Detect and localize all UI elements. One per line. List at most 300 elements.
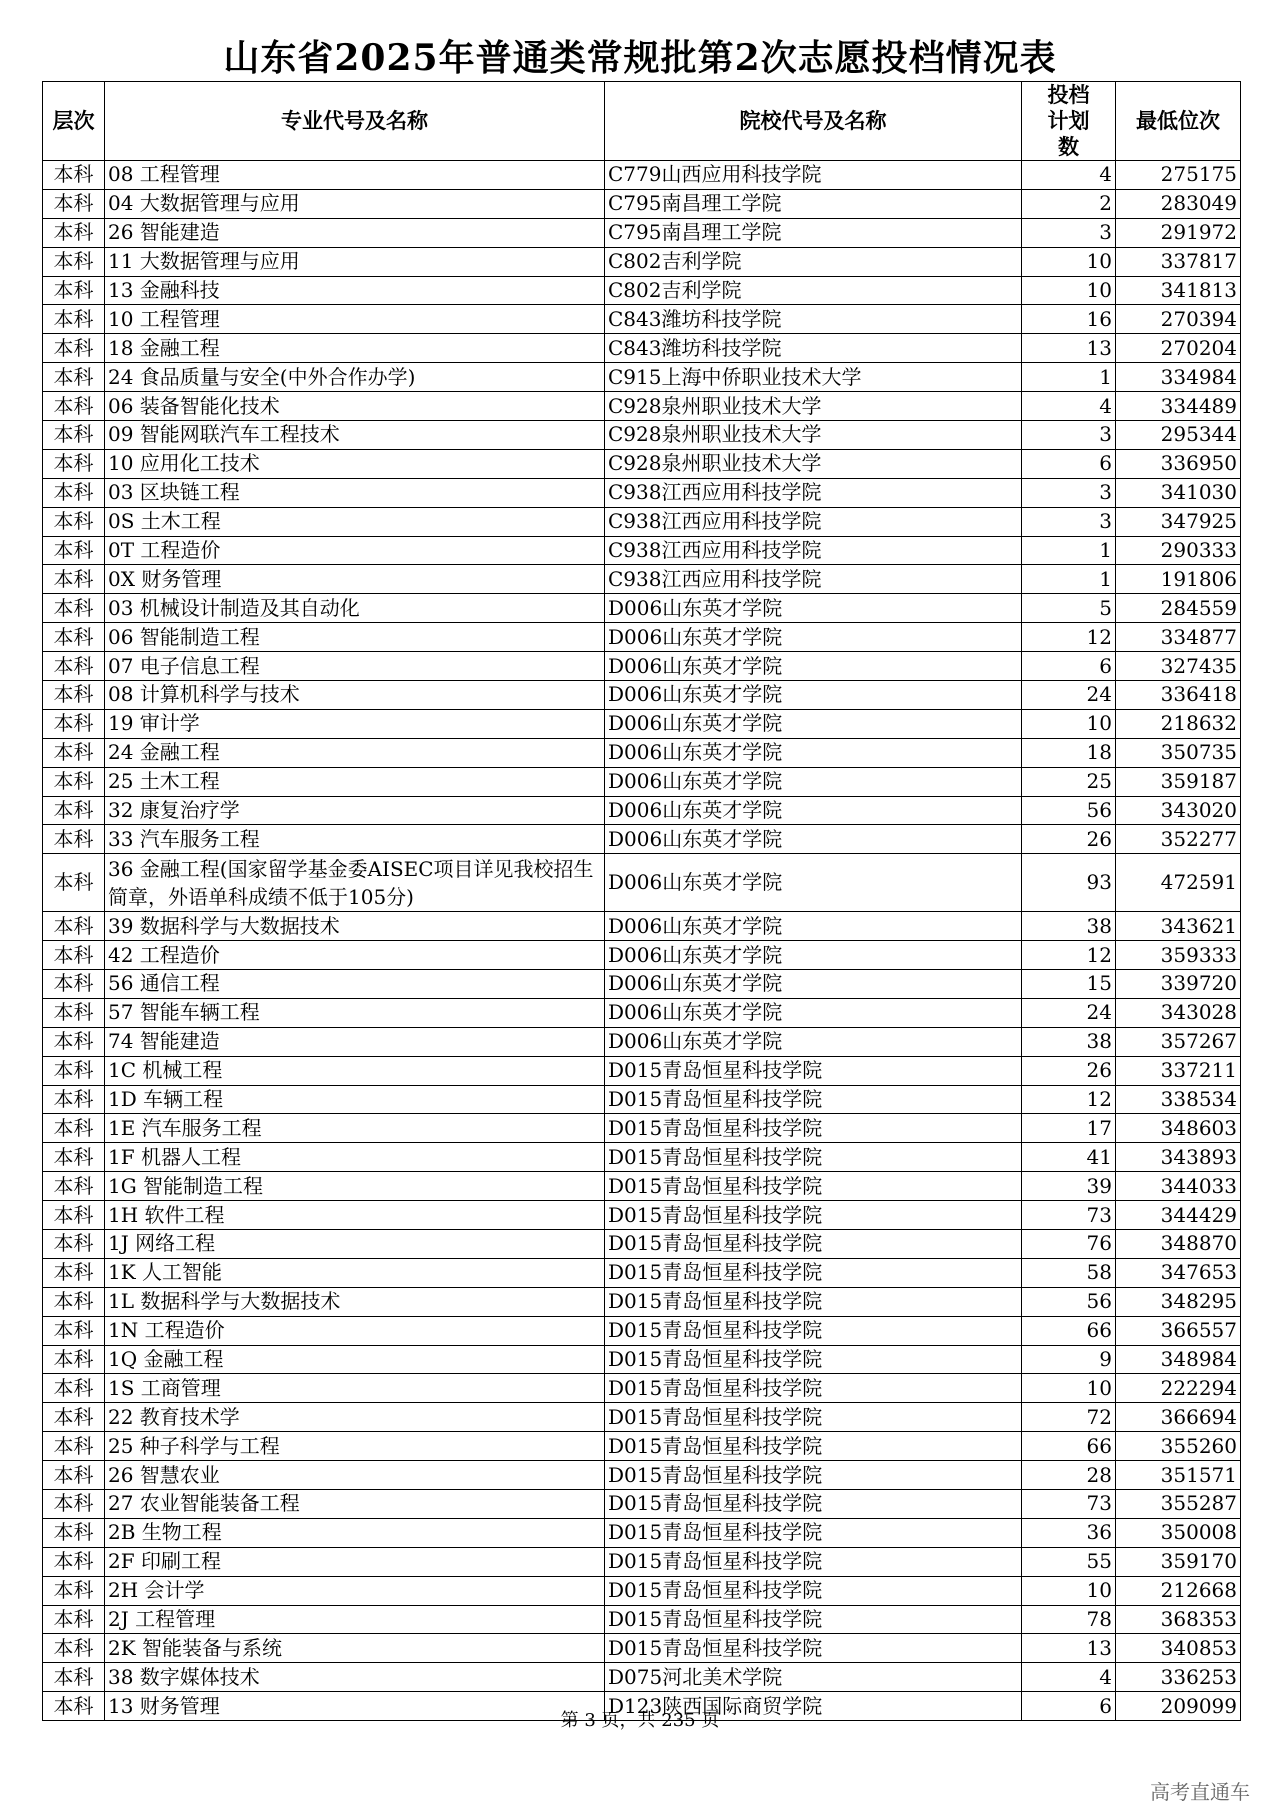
cell-rank: 191806 (1116, 565, 1241, 594)
cell-level: 本科 (43, 363, 105, 392)
cell-rank: 336418 (1116, 681, 1241, 710)
cell-major: 18 金融工程 (105, 334, 605, 363)
cell-rank: 275175 (1116, 161, 1241, 190)
cell-level: 本科 (43, 709, 105, 738)
cell-level: 本科 (43, 334, 105, 363)
cell-level: 本科 (43, 189, 105, 218)
cell-plan: 72 (1022, 1403, 1116, 1432)
cell-major: 13 财务管理 (105, 1692, 605, 1721)
cell-major: 24 金融工程 (105, 738, 605, 767)
cell-rank: 209099 (1116, 1692, 1241, 1721)
cell-rank: 357267 (1116, 1027, 1241, 1056)
cell-major: 74 智能建造 (105, 1027, 605, 1056)
cell-rank: 212668 (1116, 1576, 1241, 1605)
cell-rank: 359187 (1116, 767, 1241, 796)
cell-major: 1N 工程造价 (105, 1316, 605, 1345)
cell-level: 本科 (43, 276, 105, 305)
cell-major: 1S 工商管理 (105, 1374, 605, 1403)
cell-school: D015青岛恒星科技学院 (605, 1605, 1022, 1634)
table-row (43, 652, 1241, 681)
cell-major: 39 数据科学与大数据技术 (105, 912, 605, 941)
col-header-rank: 最低位次 (1116, 82, 1241, 161)
cell-major: 36 金融工程(国家留学基金委AISEC项目详见我校招生简章，外语单科成绩不低于105分) (105, 854, 605, 912)
cell-plan: 2 (1022, 189, 1116, 218)
cell-school: C938江西应用科技学院 (605, 536, 1022, 565)
cell-school: D006山东英才学院 (605, 738, 1022, 767)
cell-school: C843潍坊科技学院 (605, 305, 1022, 334)
cell-level: 本科 (43, 1634, 105, 1663)
cell-school: C915上海中侨职业技术大学 (605, 363, 1022, 392)
cell-plan: 3 (1022, 478, 1116, 507)
cell-plan: 28 (1022, 1461, 1116, 1490)
cell-plan: 10 (1022, 709, 1116, 738)
cell-major: 38 数字媒体技术 (105, 1663, 605, 1692)
admission-table (42, 81, 1241, 1721)
cell-major: 27 农业智能装备工程 (105, 1489, 605, 1518)
table-row (43, 998, 1241, 1027)
cell-level: 本科 (43, 1114, 105, 1143)
cell-major: 0X 财务管理 (105, 565, 605, 594)
cell-major: 08 工程管理 (105, 161, 605, 190)
cell-plan: 12 (1022, 1085, 1116, 1114)
cell-school: D015青岛恒星科技学院 (605, 1634, 1022, 1663)
cell-school: D015青岛恒星科技学院 (605, 1461, 1022, 1490)
cell-school: D006山东英才学院 (605, 681, 1022, 710)
cell-school: D006山东英才学院 (605, 652, 1022, 681)
cell-plan: 6 (1022, 1692, 1116, 1721)
table-row (43, 738, 1241, 767)
cell-school: C928泉州职业技术大学 (605, 449, 1022, 478)
cell-school: D015青岛恒星科技学院 (605, 1489, 1022, 1518)
cell-major: 07 电子信息工程 (105, 652, 605, 681)
cell-level: 本科 (43, 854, 105, 912)
cell-major: 1C 机械工程 (105, 1056, 605, 1085)
cell-rank: 347925 (1116, 507, 1241, 536)
cell-school: D015青岛恒星科技学院 (605, 1085, 1022, 1114)
cell-plan: 12 (1022, 623, 1116, 652)
cell-level: 本科 (43, 1143, 105, 1172)
table-row (43, 594, 1241, 623)
table-row (43, 1085, 1241, 1114)
cell-school: D015青岛恒星科技学院 (605, 1172, 1022, 1201)
cell-rank: 343893 (1116, 1143, 1241, 1172)
cell-school: D015青岛恒星科技学院 (605, 1201, 1022, 1230)
cell-major: 1K 人工智能 (105, 1258, 605, 1287)
cell-school: D075河北美术学院 (605, 1663, 1022, 1692)
table-row (43, 912, 1241, 941)
cell-rank: 270204 (1116, 334, 1241, 363)
cell-level: 本科 (43, 1374, 105, 1403)
cell-school: D015青岛恒星科技学院 (605, 1345, 1022, 1374)
cell-plan: 24 (1022, 681, 1116, 710)
cell-major: 25 种子科学与工程 (105, 1432, 605, 1461)
cell-school: D123陕西国际商贸学院 (605, 1692, 1022, 1721)
cell-plan: 56 (1022, 796, 1116, 825)
cell-level: 本科 (43, 1229, 105, 1258)
cell-major: 03 机械设计制造及其自动化 (105, 594, 605, 623)
cell-school: C928泉州职业技术大学 (605, 392, 1022, 421)
table-row (43, 392, 1241, 421)
cell-school: D015青岛恒星科技学院 (605, 1316, 1022, 1345)
cell-plan: 36 (1022, 1518, 1116, 1547)
cell-school: C938江西应用科技学院 (605, 478, 1022, 507)
cell-level: 本科 (43, 1201, 105, 1230)
table-row (43, 1027, 1241, 1056)
cell-major: 26 智能建造 (105, 218, 605, 247)
cell-major: 06 智能制造工程 (105, 623, 605, 652)
cell-rank: 283049 (1116, 189, 1241, 218)
cell-rank: 347653 (1116, 1258, 1241, 1287)
cell-major: 57 智能车辆工程 (105, 998, 605, 1027)
cell-level: 本科 (43, 1258, 105, 1287)
cell-level: 本科 (43, 1056, 105, 1085)
cell-plan: 66 (1022, 1316, 1116, 1345)
cell-plan: 93 (1022, 854, 1116, 912)
cell-level: 本科 (43, 392, 105, 421)
cell-plan: 12 (1022, 941, 1116, 970)
cell-level: 本科 (43, 738, 105, 767)
cell-plan: 38 (1022, 912, 1116, 941)
cell-level: 本科 (43, 1027, 105, 1056)
cell-plan: 4 (1022, 161, 1116, 190)
cell-rank: 366694 (1116, 1403, 1241, 1432)
cell-school: C802吉利学院 (605, 247, 1022, 276)
cell-school: D006山东英才学院 (605, 854, 1022, 912)
cell-rank: 343020 (1116, 796, 1241, 825)
cell-major: 1D 车辆工程 (105, 1085, 605, 1114)
cell-plan: 26 (1022, 1056, 1116, 1085)
table-row (43, 536, 1241, 565)
cell-plan: 26 (1022, 825, 1116, 854)
cell-rank: 295344 (1116, 421, 1241, 450)
cell-school: D006山东英才学院 (605, 623, 1022, 652)
cell-major: 11 大数据管理与应用 (105, 247, 605, 276)
table-row (43, 796, 1241, 825)
table-header-row (43, 82, 1241, 161)
cell-plan: 16 (1022, 305, 1116, 334)
cell-major: 2K 智能装备与系统 (105, 1634, 605, 1663)
cell-plan: 3 (1022, 507, 1116, 536)
cell-rank: 290333 (1116, 536, 1241, 565)
cell-school: C938江西应用科技学院 (605, 507, 1022, 536)
cell-rank: 344429 (1116, 1201, 1241, 1230)
cell-rank: 339720 (1116, 969, 1241, 998)
table-row (43, 1287, 1241, 1316)
cell-school: D006山东英才学院 (605, 1027, 1022, 1056)
cell-major: 2J 工程管理 (105, 1605, 605, 1634)
cell-school: C843潍坊科技学院 (605, 334, 1022, 363)
cell-plan: 10 (1022, 247, 1116, 276)
cell-rank: 344033 (1116, 1172, 1241, 1201)
cell-rank: 337817 (1116, 247, 1241, 276)
cell-plan: 78 (1022, 1605, 1116, 1634)
cell-school: C928泉州职业技术大学 (605, 421, 1022, 450)
cell-plan: 10 (1022, 1576, 1116, 1605)
cell-rank: 341813 (1116, 276, 1241, 305)
col-header-major: 专业代号及名称 (105, 82, 605, 161)
cell-school: D015青岛恒星科技学院 (605, 1403, 1022, 1432)
cell-rank: 359333 (1116, 941, 1241, 970)
cell-level: 本科 (43, 1518, 105, 1547)
table-row (43, 161, 1241, 190)
cell-major: 2F 印刷工程 (105, 1547, 605, 1576)
cell-level: 本科 (43, 681, 105, 710)
cell-level: 本科 (43, 1663, 105, 1692)
col-header-school: 院校代号及名称 (605, 82, 1022, 161)
cell-plan: 73 (1022, 1489, 1116, 1518)
table-row (43, 1374, 1241, 1403)
table-row (43, 189, 1241, 218)
page-title: 山东省2025年普通类常规批第2次志愿投档情况表 (223, 37, 1057, 79)
cell-level: 本科 (43, 912, 105, 941)
cell-level: 本科 (43, 449, 105, 478)
cell-major: 0S 土木工程 (105, 507, 605, 536)
cell-level: 本科 (43, 247, 105, 276)
cell-school: D015青岛恒星科技学院 (605, 1547, 1022, 1576)
cell-school: D015青岛恒星科技学院 (605, 1114, 1022, 1143)
cell-level: 本科 (43, 565, 105, 594)
cell-level: 本科 (43, 305, 105, 334)
cell-plan: 1 (1022, 363, 1116, 392)
cell-school: D006山东英才学院 (605, 941, 1022, 970)
cell-rank: 355260 (1116, 1432, 1241, 1461)
cell-major: 1H 软件工程 (105, 1201, 605, 1230)
cell-plan: 6 (1022, 652, 1116, 681)
table-body (43, 161, 1241, 1721)
cell-plan: 66 (1022, 1432, 1116, 1461)
cell-plan: 5 (1022, 594, 1116, 623)
table-row (43, 565, 1241, 594)
cell-level: 本科 (43, 478, 105, 507)
cell-school: D006山东英才学院 (605, 796, 1022, 825)
cell-level: 本科 (43, 1432, 105, 1461)
cell-level: 本科 (43, 421, 105, 450)
cell-level: 本科 (43, 536, 105, 565)
cell-plan: 24 (1022, 998, 1116, 1027)
cell-level: 本科 (43, 796, 105, 825)
cell-school: D015青岛恒星科技学院 (605, 1229, 1022, 1258)
table-row (43, 1403, 1241, 1432)
table-row (43, 1489, 1241, 1518)
cell-major: 1F 机器人工程 (105, 1143, 605, 1172)
cell-level: 本科 (43, 623, 105, 652)
cell-school: D015青岛恒星科技学院 (605, 1518, 1022, 1547)
cell-level: 本科 (43, 1461, 105, 1490)
cell-plan: 18 (1022, 738, 1116, 767)
cell-school: D006山东英才学院 (605, 912, 1022, 941)
table-row (43, 334, 1241, 363)
cell-rank: 348603 (1116, 1114, 1241, 1143)
page-footer: 第 3 页，共 235 页 (560, 1710, 720, 1731)
table-row (43, 1663, 1241, 1692)
cell-level: 本科 (43, 767, 105, 796)
cell-school: C795南昌理工学院 (605, 189, 1022, 218)
cell-major: 1L 数据科学与大数据技术 (105, 1287, 605, 1316)
table-row (43, 1634, 1241, 1663)
table-row (43, 681, 1241, 710)
cell-level: 本科 (43, 161, 105, 190)
cell-school: D006山东英才学院 (605, 594, 1022, 623)
cell-rank: 343028 (1116, 998, 1241, 1027)
cell-plan: 10 (1022, 276, 1116, 305)
cell-plan: 13 (1022, 334, 1116, 363)
cell-level: 本科 (43, 1605, 105, 1634)
col-header-plan-text: 投档计划数 (1047, 82, 1090, 159)
table-row (43, 1172, 1241, 1201)
table-row (43, 218, 1241, 247)
cell-rank: 355287 (1116, 1489, 1241, 1518)
table-row (43, 276, 1241, 305)
cell-plan: 25 (1022, 767, 1116, 796)
cell-plan: 9 (1022, 1345, 1116, 1374)
cell-level: 本科 (43, 507, 105, 536)
cell-rank: 368353 (1116, 1605, 1241, 1634)
cell-rank: 359170 (1116, 1547, 1241, 1576)
cell-rank: 337211 (1116, 1056, 1241, 1085)
cell-plan: 3 (1022, 218, 1116, 247)
cell-rank: 343621 (1116, 912, 1241, 941)
table-row (43, 1345, 1241, 1374)
cell-school: D006山东英才学院 (605, 969, 1022, 998)
cell-rank: 350735 (1116, 738, 1241, 767)
table-row (43, 1432, 1241, 1461)
cell-plan: 1 (1022, 565, 1116, 594)
cell-level: 本科 (43, 1576, 105, 1605)
table-row (43, 1518, 1241, 1547)
table-row (43, 421, 1241, 450)
table-row (43, 1576, 1241, 1605)
cell-rank: 472591 (1116, 854, 1241, 912)
cell-plan: 39 (1022, 1172, 1116, 1201)
cell-level: 本科 (43, 1172, 105, 1201)
cell-school: D006山东英才学院 (605, 709, 1022, 738)
cell-rank: 348984 (1116, 1345, 1241, 1374)
cell-school: D015青岛恒星科技学院 (605, 1143, 1022, 1172)
cell-rank: 291972 (1116, 218, 1241, 247)
table-row (43, 363, 1241, 392)
cell-school: C938江西应用科技学院 (605, 565, 1022, 594)
cell-school: D015青岛恒星科技学院 (605, 1258, 1022, 1287)
cell-school: D015青岛恒星科技学院 (605, 1374, 1022, 1403)
table-row (43, 478, 1241, 507)
cell-level: 本科 (43, 825, 105, 854)
cell-major: 2B 生物工程 (105, 1518, 605, 1547)
cell-school: D006山东英才学院 (605, 767, 1022, 796)
cell-level: 本科 (43, 1489, 105, 1518)
cell-level: 本科 (43, 1345, 105, 1374)
table-row (43, 767, 1241, 796)
cell-plan: 73 (1022, 1201, 1116, 1230)
cell-major: 10 工程管理 (105, 305, 605, 334)
cell-school: D015青岛恒星科技学院 (605, 1056, 1022, 1085)
cell-plan: 6 (1022, 449, 1116, 478)
cell-plan: 10 (1022, 1374, 1116, 1403)
table-row (43, 1547, 1241, 1576)
cell-school: C795南昌理工学院 (605, 218, 1022, 247)
cell-plan: 1 (1022, 536, 1116, 565)
table-row (43, 305, 1241, 334)
cell-level: 本科 (43, 652, 105, 681)
cell-level: 本科 (43, 218, 105, 247)
table-row (43, 825, 1241, 854)
table-row (43, 854, 1241, 912)
table-row (43, 969, 1241, 998)
cell-level: 本科 (43, 1547, 105, 1576)
cell-rank: 338534 (1116, 1085, 1241, 1114)
cell-rank: 222294 (1116, 1374, 1241, 1403)
cell-level: 本科 (43, 594, 105, 623)
cell-major: 1G 智能制造工程 (105, 1172, 605, 1201)
cell-major: 19 审计学 (105, 709, 605, 738)
cell-rank: 351571 (1116, 1461, 1241, 1490)
table-row (43, 1114, 1241, 1143)
cell-major: 24 食品质量与安全(中外合作办学) (105, 363, 605, 392)
cell-school: D006山东英才学院 (605, 825, 1022, 854)
cell-major: 08 计算机科学与技术 (105, 681, 605, 710)
cell-major: 33 汽车服务工程 (105, 825, 605, 854)
cell-plan: 55 (1022, 1547, 1116, 1576)
cell-rank: 366557 (1116, 1316, 1241, 1345)
cell-rank: 334877 (1116, 623, 1241, 652)
cell-major: 26 智慧农业 (105, 1461, 605, 1490)
cell-rank: 348295 (1116, 1287, 1241, 1316)
cell-major: 0T 工程造价 (105, 536, 605, 565)
cell-level: 本科 (43, 998, 105, 1027)
cell-plan: 13 (1022, 1634, 1116, 1663)
cell-plan: 76 (1022, 1229, 1116, 1258)
cell-rank: 341030 (1116, 478, 1241, 507)
cell-plan: 3 (1022, 421, 1116, 450)
cell-school: D015青岛恒星科技学院 (605, 1287, 1022, 1316)
cell-rank: 284559 (1116, 594, 1241, 623)
table-row (43, 709, 1241, 738)
cell-rank: 350008 (1116, 1518, 1241, 1547)
cell-level: 本科 (43, 1692, 105, 1721)
cell-major: 04 大数据管理与应用 (105, 189, 605, 218)
col-header-plan (1022, 82, 1116, 161)
cell-rank: 270394 (1116, 305, 1241, 334)
cell-major: 25 土木工程 (105, 767, 605, 796)
cell-rank: 327435 (1116, 652, 1241, 681)
table-row (43, 1605, 1241, 1634)
cell-major: 10 应用化工技术 (105, 449, 605, 478)
cell-level: 本科 (43, 941, 105, 970)
cell-major: 09 智能网联汽车工程技术 (105, 421, 605, 450)
cell-major: 06 装备智能化技术 (105, 392, 605, 421)
cell-rank: 334984 (1116, 363, 1241, 392)
cell-major: 42 工程造价 (105, 941, 605, 970)
cell-major: 32 康复治疗学 (105, 796, 605, 825)
table-row (43, 507, 1241, 536)
table-row (43, 1229, 1241, 1258)
cell-plan: 4 (1022, 392, 1116, 421)
cell-school: D006山东英才学院 (605, 998, 1022, 1027)
table-row (43, 1258, 1241, 1287)
cell-level: 本科 (43, 969, 105, 998)
cell-major: 56 通信工程 (105, 969, 605, 998)
cell-major: 2H 会计学 (105, 1576, 605, 1605)
cell-plan: 56 (1022, 1287, 1116, 1316)
watermark: 高考直通车 (1150, 1780, 1250, 1804)
cell-plan: 58 (1022, 1258, 1116, 1287)
cell-major: 22 教育技术学 (105, 1403, 605, 1432)
cell-level: 本科 (43, 1316, 105, 1345)
table-row (43, 1461, 1241, 1490)
table-row (43, 449, 1241, 478)
cell-level: 本科 (43, 1287, 105, 1316)
table-row (43, 247, 1241, 276)
cell-plan: 15 (1022, 969, 1116, 998)
